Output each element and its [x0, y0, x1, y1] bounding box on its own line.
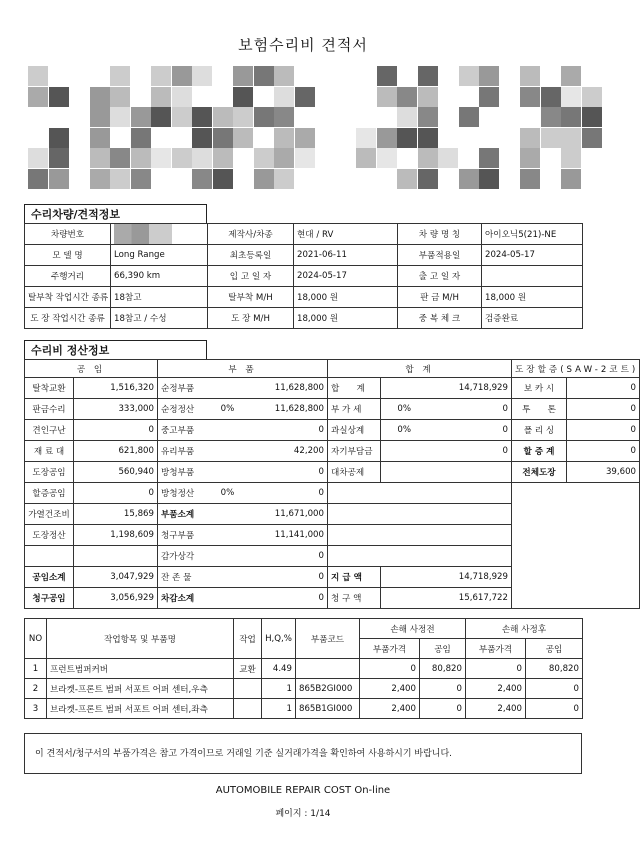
- mosaic-block: [295, 87, 315, 107]
- item-p1: 2,400: [360, 699, 420, 719]
- mosaic-block: [520, 66, 540, 86]
- item-code: 865B2GI000: [296, 679, 360, 699]
- item-l1: 80,820: [420, 659, 466, 679]
- labor-value: 3,047,929: [74, 567, 158, 588]
- item-row: [25, 659, 583, 679]
- items-header-name: 작업항목 및 부품명: [47, 619, 234, 659]
- document-title: 보험수리비 견적서: [238, 36, 368, 54]
- parts-rate: [212, 420, 244, 441]
- vehicle-section-title: 수리차량/견적정보: [24, 204, 207, 223]
- items-header-price: 부품가격: [466, 639, 526, 659]
- parts-value: 0: [244, 546, 328, 567]
- parts-label: 방청정산: [158, 483, 212, 504]
- settlement-row: [25, 399, 640, 420]
- total-rate: [381, 441, 428, 462]
- mosaic-block: [192, 148, 212, 168]
- footer-brand: AUTOMOBILE REPAIR COST On-line: [215, 785, 391, 796]
- mosaic-block: [110, 87, 130, 107]
- parts-value: 0: [244, 483, 328, 504]
- item-hq: 4.49: [262, 659, 296, 679]
- item-no: 3: [25, 699, 47, 719]
- parts-value: 0: [244, 420, 328, 441]
- total-rate: [381, 588, 428, 609]
- parts-value: 0: [244, 567, 328, 588]
- mosaic-block: [110, 169, 130, 189]
- labor-value: 1,516,320: [74, 378, 158, 399]
- mosaic-block: [356, 128, 376, 148]
- mosaic-block: [110, 107, 130, 127]
- settlement-section-title: 수리비 정산정보: [24, 340, 207, 359]
- parts-rate: [212, 441, 244, 462]
- vehicle-value: 2021-06-11: [294, 245, 398, 266]
- total-label: 청 구 액: [328, 588, 381, 609]
- total-rate: [381, 378, 428, 399]
- paint-label: 투 톤: [512, 399, 567, 420]
- mosaic-block: [397, 128, 417, 148]
- total-value: 0: [428, 441, 512, 462]
- mosaic-block: [213, 169, 233, 189]
- parts-label: 방청부품: [158, 462, 212, 483]
- settlement-row: [25, 420, 640, 441]
- mosaic-block: [131, 128, 151, 148]
- mosaic-block: [90, 128, 110, 148]
- settlement-row: [25, 378, 640, 399]
- total-label: 대차공제: [328, 462, 381, 483]
- vehicle-label: 제작사/차종: [208, 224, 294, 245]
- vehicle-value: 2024-05-17: [482, 245, 583, 266]
- items-header-hq: H,Q,%: [262, 619, 296, 659]
- vehicle-value: 66,390 km: [111, 266, 208, 287]
- items-header-row: [25, 619, 583, 639]
- mosaic-block: [192, 107, 212, 127]
- vehicle-label: 차 량 명 칭: [398, 224, 482, 245]
- mosaic-block: [151, 107, 171, 127]
- mosaic-block: [49, 128, 69, 148]
- mosaic-block: [418, 128, 438, 148]
- mosaic-block: [418, 66, 438, 86]
- item-work: [234, 699, 262, 719]
- total-label: [328, 483, 381, 504]
- vehicle-value: 2024-05-17: [294, 266, 398, 287]
- item-l2: 0: [526, 699, 583, 719]
- mosaic-block: [356, 148, 376, 168]
- total-rate: [381, 525, 428, 546]
- item-p1: 2,400: [360, 679, 420, 699]
- mosaic-block: [131, 169, 151, 189]
- mosaic-block: [131, 148, 151, 168]
- total-label: [328, 504, 381, 525]
- parts-value: 0: [244, 588, 328, 609]
- total-rate: [381, 546, 428, 567]
- total-label: 자기부담금: [328, 441, 381, 462]
- labor-value: 560,940: [74, 462, 158, 483]
- item-code: 865B1GI000: [296, 699, 360, 719]
- vehicle-label: 도 장 M/H: [208, 308, 294, 329]
- parts-value: 0: [244, 462, 328, 483]
- mosaic-block: [274, 128, 294, 148]
- vehicle-row: [25, 308, 583, 329]
- mosaic-block: [192, 128, 212, 148]
- item-p1: 0: [360, 659, 420, 679]
- settlement-row: [25, 462, 640, 483]
- item-name: 프런트범퍼커버: [47, 659, 234, 679]
- vehicle-value: 검증완료: [482, 308, 583, 329]
- redacted-plate: [114, 224, 172, 244]
- vehicle-label: 도 장 작업시간 종류: [25, 308, 111, 329]
- parts-label: 유리부품: [158, 441, 212, 462]
- mosaic-block: [233, 128, 253, 148]
- mosaic-block: [561, 148, 581, 168]
- parts-label: 청구부품: [158, 525, 212, 546]
- labor-value: 3,056,929: [74, 588, 158, 609]
- mosaic-block: [28, 169, 48, 189]
- item-p2: 0: [466, 659, 526, 679]
- mosaic-block: [479, 66, 499, 86]
- item-work: [234, 679, 262, 699]
- parts-label: 부품소계: [158, 504, 212, 525]
- vehicle-value: [482, 266, 583, 287]
- labor-value: [74, 546, 158, 567]
- labor-label: 견인구난: [25, 420, 74, 441]
- labor-label: 가열건조비: [25, 504, 74, 525]
- item-hq: 1: [262, 679, 296, 699]
- mosaic-block: [377, 128, 397, 148]
- item-p2: 2,400: [466, 699, 526, 719]
- total-rate: 0%: [381, 399, 428, 420]
- settlement-header: 합 계: [328, 360, 512, 378]
- mosaic-block: [561, 169, 581, 189]
- settlement-header-row: [25, 360, 640, 378]
- mosaic-block: [397, 169, 417, 189]
- item-p2: 2,400: [466, 679, 526, 699]
- mosaic-block: [520, 169, 540, 189]
- mosaic-block: [438, 148, 458, 168]
- items-header-work: 작업: [234, 619, 262, 659]
- parts-value: 42,200: [244, 441, 328, 462]
- item-l2: 0: [526, 679, 583, 699]
- item-l1: 0: [420, 679, 466, 699]
- mosaic-block: [541, 107, 561, 127]
- items-header-after: 손해 사정후: [466, 619, 583, 639]
- total-value: 14,718,929: [428, 567, 512, 588]
- paint-label: 보 카 시: [512, 378, 567, 399]
- mosaic-block: [418, 107, 438, 127]
- mosaic-block: [90, 87, 110, 107]
- mosaic-block: [90, 169, 110, 189]
- mosaic-block: [561, 107, 581, 127]
- mosaic-block: [479, 148, 499, 168]
- mosaic-block: [28, 148, 48, 168]
- total-label: [328, 525, 381, 546]
- parts-label: 순정정산: [158, 399, 212, 420]
- labor-label: 할증공임: [25, 483, 74, 504]
- total-value: 0: [428, 420, 512, 441]
- parts-value: 11,671,000: [244, 504, 328, 525]
- vehicle-label: 부품적용일: [398, 245, 482, 266]
- item-work: 교환: [234, 659, 262, 679]
- mosaic-block: [49, 87, 69, 107]
- paint-label: 할 증 계: [512, 441, 567, 462]
- mosaic-block: [274, 107, 294, 127]
- settlement-table: [24, 359, 640, 609]
- mosaic-block: [397, 87, 417, 107]
- vehicle-value: [111, 224, 208, 245]
- settlement-header: 도장할증(SAW-2코트): [512, 360, 640, 378]
- paint-value: 0: [567, 420, 640, 441]
- mosaic-block: [49, 169, 69, 189]
- mosaic-block: [131, 107, 151, 127]
- total-label: 부 가 세: [328, 399, 381, 420]
- mosaic-block: [172, 87, 192, 107]
- mosaic-block: [254, 66, 274, 86]
- vehicle-label: 탈부착 M/H: [208, 287, 294, 308]
- mosaic-block: [254, 148, 274, 168]
- mosaic-block: [377, 87, 397, 107]
- mosaic-block: [561, 66, 581, 86]
- mosaic-block: [418, 148, 438, 168]
- mosaic-block: [520, 128, 540, 148]
- vehicle-row: [25, 224, 583, 245]
- item-no: 2: [25, 679, 47, 699]
- labor-value: 1,198,609: [74, 525, 158, 546]
- total-value: 15,617,722: [428, 588, 512, 609]
- mosaic-block: [28, 87, 48, 107]
- vehicle-value: 18참고 / 수성: [111, 308, 208, 329]
- labor-label: 청구공임: [25, 588, 74, 609]
- mosaic-block: [151, 66, 171, 86]
- total-rate: [381, 567, 428, 588]
- labor-value: 621,800: [74, 441, 158, 462]
- item-row: [25, 679, 583, 699]
- labor-label: 도장정산: [25, 525, 74, 546]
- vehicle-value: 18,000 원: [294, 287, 398, 308]
- vehicle-label: 입 고 일 자: [208, 266, 294, 287]
- vehicle-row: [25, 287, 583, 308]
- mosaic-block: [479, 87, 499, 107]
- total-rate: 0%: [381, 420, 428, 441]
- mosaic-block: [520, 148, 540, 168]
- mosaic-block: [479, 169, 499, 189]
- items-header-before: 손해 사정전: [360, 619, 466, 639]
- parts-rate: [212, 504, 244, 525]
- mosaic-block: [254, 107, 274, 127]
- mosaic-block: [295, 148, 315, 168]
- settlement-header: 부 품: [158, 360, 328, 378]
- mosaic-block: [377, 66, 397, 86]
- item-l2: 80,820: [526, 659, 583, 679]
- redacted-mosaic-image: [28, 66, 584, 192]
- labor-label: 공임소계: [25, 567, 74, 588]
- item-name: 브라켓-프론트 범퍼 서포트 어퍼 센터,좌측: [47, 699, 234, 719]
- parts-label: 차감소계: [158, 588, 212, 609]
- mosaic-block: [151, 148, 171, 168]
- labor-label: 도장공임: [25, 462, 74, 483]
- mosaic-block: [582, 107, 602, 127]
- items-header-labor: 공임: [526, 639, 583, 659]
- paint-value: 0: [567, 378, 640, 399]
- mosaic-block: [295, 128, 315, 148]
- parts-rate: [212, 588, 244, 609]
- mosaic-block: [110, 148, 130, 168]
- total-label: 과실상계: [328, 420, 381, 441]
- mosaic-block: [561, 87, 581, 107]
- mosaic-block: [520, 87, 540, 107]
- mosaic-block: [274, 66, 294, 86]
- labor-value: 0: [74, 420, 158, 441]
- vehicle-value: 18,000 원: [482, 287, 583, 308]
- mosaic-block: [418, 169, 438, 189]
- mosaic-block: [274, 169, 294, 189]
- mosaic-block: [213, 107, 233, 127]
- mosaic-block: [418, 87, 438, 107]
- vehicle-row: [25, 266, 583, 287]
- vehicle-info-table: [24, 223, 583, 329]
- total-value: [428, 462, 512, 483]
- mosaic-block: [541, 128, 561, 148]
- items-header-code: 부품코드: [296, 619, 360, 659]
- item-row: [25, 699, 583, 719]
- mosaic-block: [397, 107, 417, 127]
- mosaic-block: [233, 87, 253, 107]
- vehicle-label: 중 복 체 크: [398, 308, 482, 329]
- page-number: 페이지 : 1/14: [275, 809, 331, 819]
- mosaic-block: [49, 148, 69, 168]
- item-name: 브라켓-프론트 범퍼 서포트 어퍼 센터,우측: [47, 679, 234, 699]
- total-label: 지 급 액: [328, 567, 381, 588]
- mosaic-block: [172, 66, 192, 86]
- mosaic-block: [90, 148, 110, 168]
- vehicle-label: 모 델 명: [25, 245, 111, 266]
- paint-label: 전체도장: [512, 462, 567, 483]
- labor-value: 0: [74, 483, 158, 504]
- vehicle-row: [25, 245, 583, 266]
- parts-rate: [212, 462, 244, 483]
- total-label: 합 계: [328, 378, 381, 399]
- mosaic-block: [254, 169, 274, 189]
- item-l1: 0: [420, 699, 466, 719]
- paint-value: 39,600: [567, 462, 640, 483]
- vehicle-value: 현대 / RV: [294, 224, 398, 245]
- vehicle-value: 18,000 원: [294, 308, 398, 329]
- total-value: 14,718,929: [428, 378, 512, 399]
- labor-label: 탈착교환: [25, 378, 74, 399]
- mosaic-block: [274, 87, 294, 107]
- mosaic-block: [192, 66, 212, 86]
- mosaic-block: [582, 87, 602, 107]
- parts-rate: [212, 525, 244, 546]
- parts-rate: 0%: [212, 483, 244, 504]
- mosaic-block: [582, 128, 602, 148]
- paint-value: 0: [567, 399, 640, 420]
- items-header-price: 부품가격: [360, 639, 420, 659]
- mosaic-block: [28, 66, 48, 86]
- settlement-row: [25, 441, 640, 462]
- mosaic-block: [110, 66, 130, 86]
- parts-rate: [212, 378, 244, 399]
- notice-box: 이 견적서/청구서의 부품가격은 참고 가격이므로 거래일 기준 실거래가격을 확인하여 사용하시기 바랍니다.: [24, 733, 582, 774]
- total-value: [428, 483, 512, 504]
- total-rate: [381, 483, 428, 504]
- mosaic-block: [459, 107, 479, 127]
- mosaic-block: [233, 107, 253, 127]
- parts-rate: [212, 546, 244, 567]
- parts-label: 감가상각: [158, 546, 212, 567]
- items-header-labor: 공임: [420, 639, 466, 659]
- total-value: [428, 504, 512, 525]
- parts-rate: [212, 567, 244, 588]
- mosaic-block: [192, 169, 212, 189]
- parts-rate: 0%: [212, 399, 244, 420]
- total-value: 0: [428, 399, 512, 420]
- parts-label: 중고부품: [158, 420, 212, 441]
- labor-label: 재 료 대: [25, 441, 74, 462]
- mosaic-block: [172, 107, 192, 127]
- parts-value: 11,141,000: [244, 525, 328, 546]
- mosaic-block: [151, 87, 171, 107]
- mosaic-block: [459, 66, 479, 86]
- vehicle-label: 탈부착 작업시간 종류: [25, 287, 111, 308]
- item-hq: 1: [262, 699, 296, 719]
- item-code: [296, 659, 360, 679]
- mosaic-block: [213, 128, 233, 148]
- mosaic-block: [561, 128, 581, 148]
- parts-label: 순정부품: [158, 378, 212, 399]
- settlement-row: [25, 483, 640, 504]
- vehicle-value: 아이오닉5(21)-NE: [482, 224, 583, 245]
- mosaic-block: [459, 169, 479, 189]
- mosaic-block: [274, 148, 294, 168]
- items-table: [24, 618, 583, 719]
- mosaic-block: [90, 107, 110, 127]
- mosaic-block: [172, 148, 192, 168]
- total-value: [428, 546, 512, 567]
- vehicle-label: 판 금 M/H: [398, 287, 482, 308]
- parts-value: 11,628,800: [244, 378, 328, 399]
- settlement-header: 공 임: [25, 360, 158, 378]
- labor-label: [25, 546, 74, 567]
- paint-label: 폴 리 싱: [512, 420, 567, 441]
- labor-label: 판금수리: [25, 399, 74, 420]
- vehicle-label: 주행거리: [25, 266, 111, 287]
- items-header-no: NO: [25, 619, 47, 659]
- parts-value: 11,628,800: [244, 399, 328, 420]
- total-label: [328, 546, 381, 567]
- mosaic-block: [233, 66, 253, 86]
- parts-label: 잔 존 물: [158, 567, 212, 588]
- total-rate: [381, 504, 428, 525]
- vehicle-label: 차량번호: [25, 224, 111, 245]
- item-no: 1: [25, 659, 47, 679]
- paint-value: 0: [567, 441, 640, 462]
- mosaic-block: [377, 148, 397, 168]
- total-rate: [381, 462, 428, 483]
- vehicle-label: 출 고 일 자: [398, 266, 482, 287]
- mosaic-block: [541, 87, 561, 107]
- vehicle-value: 18참고: [111, 287, 208, 308]
- paint-empty: [512, 483, 640, 609]
- vehicle-value: Long Range: [111, 245, 208, 266]
- labor-value: 15,869: [74, 504, 158, 525]
- vehicle-label: 최초등록일: [208, 245, 294, 266]
- labor-value: 333,000: [74, 399, 158, 420]
- mosaic-block: [213, 148, 233, 168]
- total-value: [428, 525, 512, 546]
